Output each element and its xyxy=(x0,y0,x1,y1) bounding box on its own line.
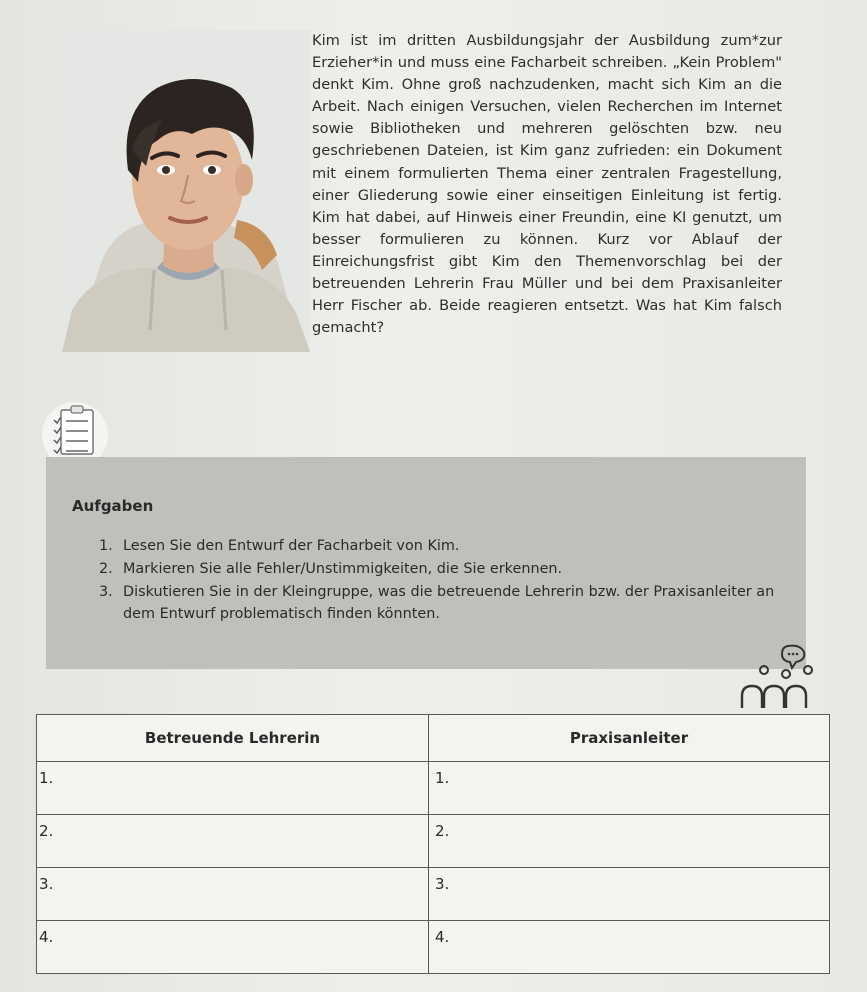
table-row xyxy=(37,868,830,921)
teacher-answer-cell[interactable]: 3. xyxy=(37,868,429,921)
task-item xyxy=(72,581,780,625)
mentor-answer-cell[interactable]: 2. xyxy=(429,815,830,868)
table-row xyxy=(37,815,830,868)
mentor-answer-cell[interactable]: 4. xyxy=(429,921,830,974)
table-header-row xyxy=(37,715,830,762)
task-heading: Aufgaben xyxy=(72,497,154,515)
teacher-answer-cell[interactable]: 1. xyxy=(37,762,429,815)
student-portrait xyxy=(62,30,310,352)
mentor-answer-cell[interactable]: 1. xyxy=(429,762,830,815)
group-discussion-icon xyxy=(738,642,830,716)
teacher-answer-cell[interactable]: 2. xyxy=(37,815,429,868)
task-number: 2. xyxy=(99,561,113,577)
column-header-practice-mentor: Praxisanleiter xyxy=(429,715,830,762)
task-text: Lesen Sie den Entwurf der Facharbeit von Kim. xyxy=(123,538,460,554)
task-text: Markieren Sie alle Fehler/Unstimmigkeiten, die Sie erkennen. xyxy=(123,561,563,577)
answer-table xyxy=(36,714,830,974)
task-number: 3. xyxy=(99,584,113,600)
story-text: Kim ist im dritten Ausbildungsjahr der Ausbildung zum*zur Erzieher*in und muss eine Facharbeit schreiben. „Kein Problem" denkt Kim. Ohne groß nachzudenken, macht sich Kim an die Arbeit. Nach einigen Versuchen, vielen Recherchen im Internet sowie Bibliotheken und mehreren gelöschten bzw. neu geschriebenen Dateien, ist Kim ganz zufrieden: ein Dokument mit einem formulierten Thema einer zentralen Fragestellung, einer Gliederung sowie einer einseitigen Einleitung ist fertig. Kim hat dabei, auf Hinweis einer Freundin, eine KI genutzt, um besser formulieren zu können. Kurz vor Ablauf der Einreichungsfrist gibt Kim den Themenvorschlag bei der betreuenden Lehrerin Frau Müller und bei dem Praxisanleiter Herr Fischer ab. Beide reagieren entsetzt. Was hat Kim falsch gemacht? xyxy=(312,32,782,337)
task-number: 1. xyxy=(99,538,113,554)
task-item xyxy=(72,535,780,557)
table-row xyxy=(37,921,830,974)
mentor-answer-cell[interactable]: 3. xyxy=(429,868,830,921)
task-item xyxy=(72,558,780,580)
task-list xyxy=(72,535,780,625)
table-row xyxy=(37,762,830,815)
task-box xyxy=(46,457,806,669)
task-text: Diskutieren Sie in der Kleingruppe, was die betreuende Lehrerin bzw. der Praxisanleiter an dem Entwurf problematisch finden könnten. xyxy=(123,584,775,622)
column-header-teacher: Betreuende Lehrerin xyxy=(37,715,429,762)
teacher-answer-cell[interactable]: 4. xyxy=(37,921,429,974)
